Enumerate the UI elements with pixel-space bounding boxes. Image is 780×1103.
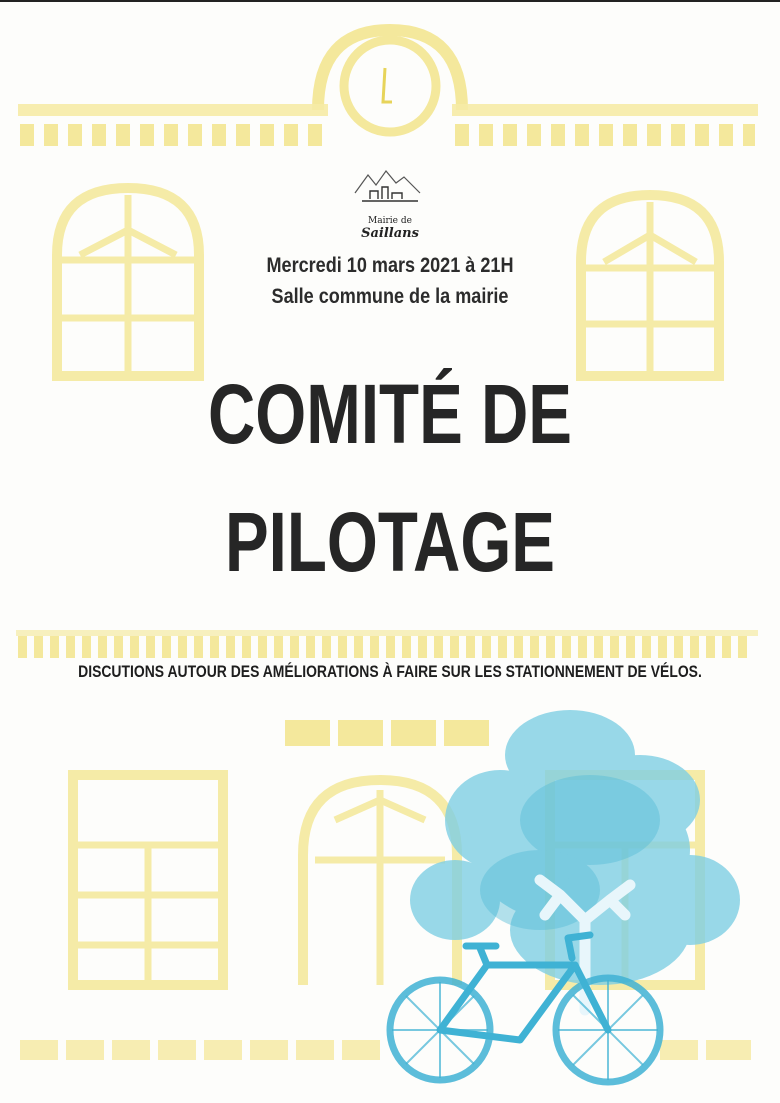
title-line-1: COMITÉ DE	[207, 367, 573, 461]
title-line-2: PILOTAGE	[224, 495, 556, 589]
event-venue: Salle commune de la mairie	[271, 285, 509, 308]
subtitle: DISCUTIONS AUTOUR DES AMÉLIORATIONS À FAIRE SUR LES STATIONNEMENT DE VÉLOS.	[78, 662, 702, 681]
mountain-village-icon	[340, 163, 440, 213]
event-date-time: Mercredi 10 mars 2021 à 21H	[266, 254, 514, 277]
logo-text	[340, 216, 440, 241]
logo-text-small: Mairie de	[368, 216, 412, 226]
logo-text-big: Saillans	[361, 226, 419, 241]
town-hall-logo	[340, 163, 440, 241]
